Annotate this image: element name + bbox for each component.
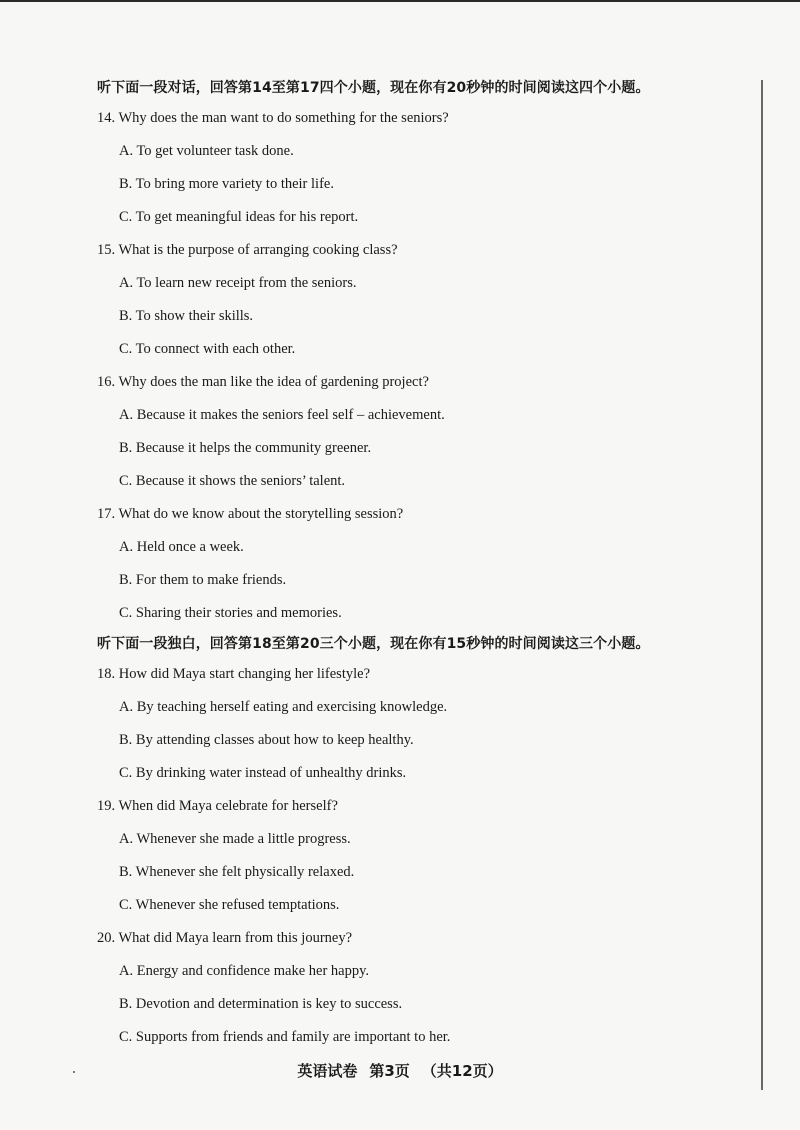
option-b: B. For them to make friends. (119, 572, 287, 588)
question-20 (97, 922, 747, 1054)
question-stem: 14. Why does the man want to do something for the seniors? (97, 110, 449, 126)
option-c: C. To get meaningful ideas for his report. (119, 209, 359, 225)
option-a: A. By teaching herself eating and exercising knowledge. (119, 699, 448, 715)
exam-page-content (97, 74, 747, 1054)
question-16 (97, 366, 747, 498)
option-b: B. To show their skills. (119, 308, 254, 324)
footer-subject: 英语试卷 (297, 1062, 358, 1080)
question-14 (97, 102, 747, 234)
option-c: C. Whenever she refused temptations. (119, 897, 340, 913)
option-b: B. Because it helps the community greener. (119, 440, 372, 456)
option-b: B. By attending classes about how to keep healthy. (119, 732, 414, 748)
question-stem: 18. How did Maya start changing her lifestyle? (97, 666, 371, 682)
option-b: B. Devotion and determination is key to success. (119, 996, 403, 1012)
scan-speck (73, 1071, 75, 1073)
option-a: A. Because it makes the seniors feel self – achievement. (119, 407, 445, 423)
question-stem: 16. Why does the man like the idea of gardening project? (97, 374, 429, 390)
question-17 (97, 498, 747, 630)
option-b: B. To bring more variety to their life. (119, 176, 334, 192)
option-c: C. Supports from friends and family are important to her. (119, 1029, 451, 1045)
option-c: C. Sharing their stories and memories. (119, 605, 342, 621)
option-a: A. To get volunteer task done. (119, 143, 294, 159)
question-stem: 20. What did Maya learn from this journey? (97, 930, 353, 946)
footer-page-total: （共12页） (421, 1062, 503, 1080)
page-footer (0, 1060, 800, 1081)
option-c: C. By drinking water instead of unhealthy drinks. (119, 765, 407, 781)
option-c: C. To connect with each other. (119, 341, 296, 357)
question-18 (97, 658, 747, 790)
option-b: B. Whenever she felt physically relaxed. (119, 864, 355, 880)
top-border-line (0, 0, 800, 2)
question-19 (97, 790, 747, 922)
option-a: A. Whenever she made a little progress. (119, 831, 351, 847)
option-a: A. Held once a week. (119, 539, 244, 555)
option-c: C. Because it shows the seniors’ talent. (119, 473, 346, 489)
section-instruction: 听下面一段独白，回答第18至第20三个小题，现在你有15秒钟的时间阅读这三个小题。 (97, 636, 650, 652)
question-15 (97, 234, 747, 366)
section-instruction: 听下面一段对话，回答第14至第17四个小题，现在你有20秒钟的时间阅读这四个小题。 (97, 80, 650, 96)
footer-page-number: 第3页 (369, 1062, 410, 1080)
question-stem: 19. When did Maya celebrate for herself? (97, 798, 338, 814)
question-stem: 15. What is the purpose of arranging cooking class? (97, 242, 398, 258)
option-a: A. To learn new receipt from the seniors. (119, 275, 357, 291)
margin-rule (761, 80, 763, 1090)
question-stem: 17. What do we know about the storytelling session? (97, 506, 404, 522)
option-a: A. Energy and confidence make her happy. (119, 963, 370, 979)
